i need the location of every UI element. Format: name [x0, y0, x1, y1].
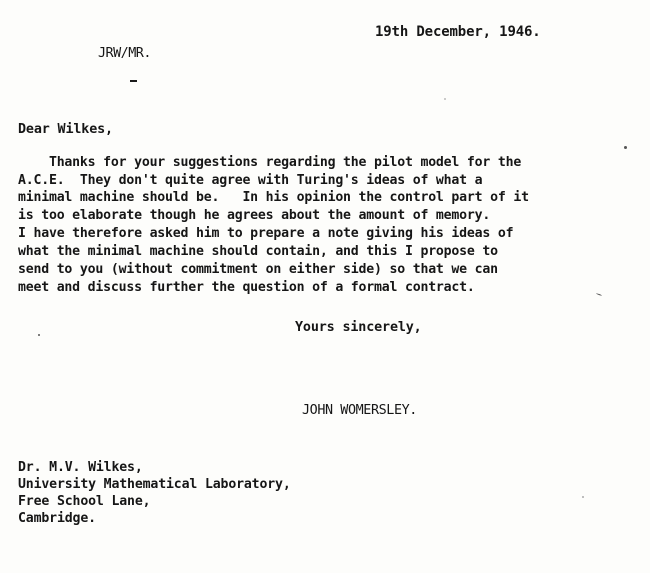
signature-name: JOHN WOMERSLEY. [302, 403, 417, 418]
address-line: Dr. M.V. Wilkes, [18, 460, 143, 475]
paper-speck [624, 146, 627, 149]
address-line: University Mathematical Laboratory, [18, 477, 291, 492]
pen-mark [130, 80, 137, 82]
paper-speck [582, 496, 584, 498]
address-line: Cambridge. [18, 511, 96, 526]
reference-code: JRW/MR. [98, 46, 151, 61]
paper-speck [38, 334, 40, 336]
paper-speck [596, 293, 602, 296]
body-line: what the minimal machine should contain, and this I propose to [18, 244, 498, 259]
body-line: A.C.E. They don't quite agree with Turing's ideas of what a [18, 173, 483, 188]
paper-speck [444, 98, 446, 100]
salutation: Dear Wilkes, [18, 122, 113, 137]
body-line: send to you (without commitment on either side) so that we can [18, 262, 498, 277]
body-line: I have therefore asked him to prepare a note giving his ideas of [18, 226, 514, 241]
body-line: meet and discuss further the question of a formal contract. [18, 280, 475, 295]
body-line: is too elaborate though he agrees about the amount of memory. [18, 208, 491, 223]
letter-date: 19th December, 1946. [375, 24, 541, 40]
address-line: Free School Lane, [18, 494, 151, 509]
body-line: minimal machine should be. In his opinion the control part of it [18, 190, 529, 205]
closing: Yours sincerely, [295, 320, 422, 335]
body-line: Thanks for your suggestions regarding the pilot model for the [18, 155, 522, 170]
